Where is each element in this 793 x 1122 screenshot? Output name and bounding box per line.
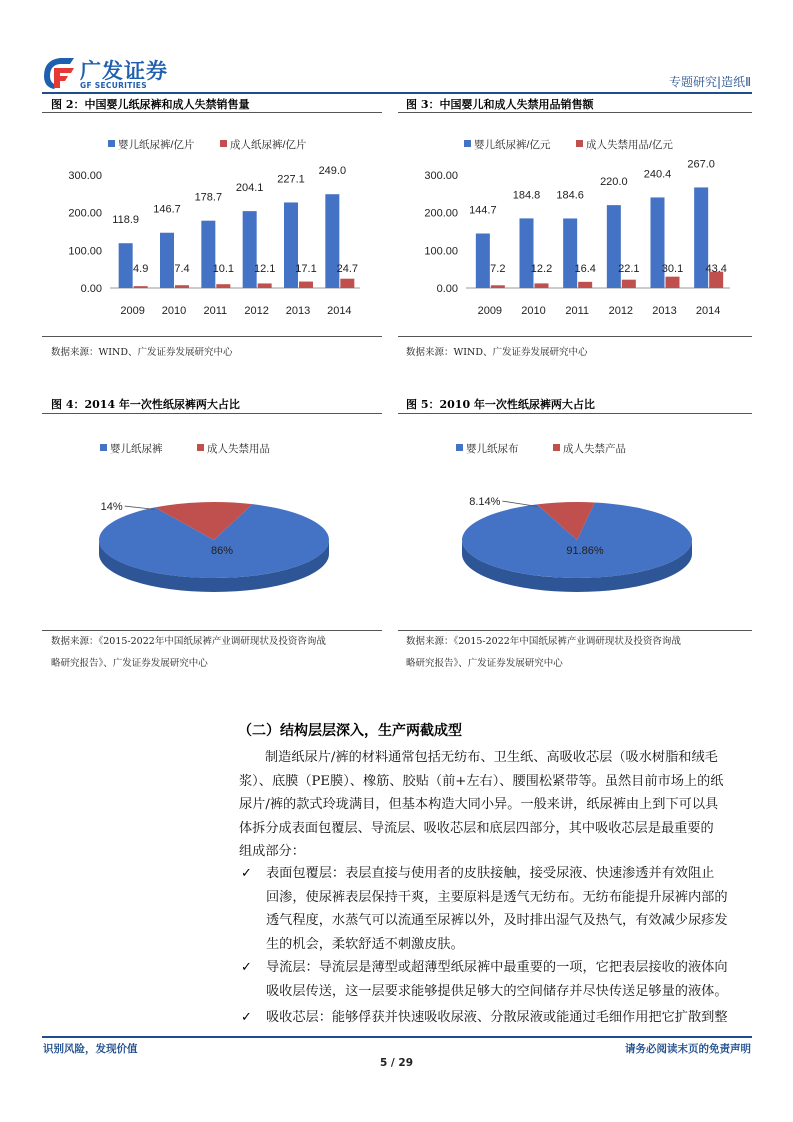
fig2-bar-chart	[42, 130, 382, 330]
data-label: 24.7	[336, 263, 359, 275]
fig5-source-line2: 略研究报告》、广发证券发展研究中心	[406, 658, 563, 669]
fig3-source: 数据来源：WIND、广发证券发展研究中心	[406, 347, 588, 358]
fig5-title-rule	[398, 413, 752, 414]
bar-baby	[243, 211, 257, 288]
section-paragraph	[239, 746, 753, 864]
pie-leader-line	[125, 506, 155, 509]
header-rule	[42, 92, 752, 94]
check-icon: ✓	[241, 960, 252, 975]
bullet-line: 吸收层传送，这一层要求能够提供足够大的空间储存并尽快传送足够量的液体。	[266, 983, 728, 999]
y-tick-label: 300.00	[68, 170, 102, 182]
data-label: 144.7	[469, 204, 497, 217]
x-tick-label: 2014	[327, 305, 352, 317]
para-line: 制造纸尿片/裤的材料通常包括无纺布、卫生纸、高吸收芯层（吸水树脂和绒毛	[265, 750, 718, 765]
check-icon: ✓	[241, 866, 252, 881]
x-tick-label: 2014	[695, 305, 721, 317]
bar-baby	[520, 218, 534, 288]
data-label: 10.1	[212, 263, 235, 275]
bullet-line: 表面包覆层：表层直接与使用者的皮肤接触，接受尿液、快速渗透并有效阻止	[266, 866, 715, 881]
legend-label: 婴儿纸尿裤/亿片	[118, 139, 195, 151]
y-tick-label: 200.00	[68, 207, 102, 220]
x-tick-label: 2013	[652, 305, 677, 317]
footer-slogan: 识别风险，发现价值	[43, 1043, 138, 1055]
bullet-line: 回渗，使尿裤表层保持干爽，主要原料是透气无纺布。无纺布能提升尿裤内部的	[266, 889, 728, 905]
fig4-source-line2: 略研究报告》、广发证券发展研究中心	[51, 658, 208, 669]
y-tick-label: 100.00	[68, 245, 102, 258]
legend-swatch	[464, 140, 471, 147]
pie-label-baby: 91.86%	[566, 545, 604, 557]
brand-name-en: GF SECURITIES	[80, 81, 147, 90]
x-tick-label: 2010	[521, 305, 546, 317]
y-tick-label: 300.00	[424, 170, 458, 182]
para-line: 体拆分成表面包覆层、导流层、吸收芯层和底层四部分，其中吸收芯层是最重要的	[239, 820, 714, 836]
data-label: 43.4	[705, 263, 727, 275]
fig2-source: 数据来源：WIND、广发证券发展研究中心	[51, 347, 233, 358]
bar-baby	[284, 202, 298, 288]
footer-rule	[42, 1036, 752, 1038]
data-label: 22.1	[618, 263, 640, 275]
y-tick-label: 0.00	[80, 283, 102, 295]
page-number: 5 / 29	[379, 1057, 414, 1069]
fig3-title: 图 3：中国婴儿和成人失禁用品销售额	[406, 98, 594, 111]
y-tick-label: 100.00	[424, 245, 458, 258]
bar-adult	[258, 283, 272, 288]
bullet-line: 导流层：导流层是薄型或超薄型纸尿裤中最重要的一项，它把表层接收的液体向	[266, 960, 728, 975]
data-label: 240.4	[643, 168, 672, 181]
x-tick-label: 2009	[477, 305, 503, 317]
fig5-title: 图 5：2010 年一次性纸尿裤两大占比	[406, 398, 595, 411]
check-icon: ✓	[241, 1010, 252, 1025]
legend-swatch	[108, 140, 115, 147]
header	[0, 0, 793, 95]
bar-adult	[666, 277, 680, 288]
bullet-absorbent-core	[266, 1006, 754, 1030]
bar-baby	[563, 218, 577, 288]
legend-label: 婴儿纸尿布	[466, 443, 519, 455]
bar-adult	[134, 286, 148, 288]
data-label: 16.4	[574, 263, 596, 275]
fig2-title-rule	[42, 112, 382, 113]
fig4-pie-chart	[42, 430, 382, 630]
para-line: 尿片/裤的款式玲珑满目，但基本构造大同小异。一般来讲，纸尿裤由上到下可以具	[239, 797, 719, 812]
bar-adult	[491, 285, 505, 288]
legend-label: 成人失禁用品/亿元	[586, 139, 673, 151]
para-line: 组成部分：	[239, 844, 305, 859]
fig2-bottom-rule	[42, 336, 382, 337]
legend-swatch	[553, 444, 560, 451]
fig4-title-rule	[42, 413, 382, 414]
y-tick-label: 0.00	[436, 283, 458, 295]
brand-name-cn: 广发证券	[80, 59, 168, 83]
fig5-source	[406, 631, 681, 675]
footer-disclaimer: 请务必阅读末页的免责声明	[625, 1043, 751, 1055]
data-label: 267.0	[687, 158, 715, 171]
fig4-title: 图 4：2014 年一次性纸尿裤两大占比	[51, 398, 240, 411]
legend-label: 婴儿纸尿裤	[110, 443, 163, 455]
x-tick-label: 2011	[565, 305, 589, 317]
pie-label-adult: 14%	[100, 501, 123, 514]
data-label: 12.2	[530, 263, 553, 275]
para-line: 浆）、底膜（PE膜）、橡筋、胶贴（前+左右）、腰围松紧带等。虽然目前市场上的纸	[239, 773, 724, 789]
gf-logo-icon	[40, 54, 78, 90]
x-tick-label: 2013	[285, 305, 311, 317]
legend-swatch	[456, 444, 463, 451]
bar-baby	[160, 233, 174, 288]
fig4-source	[51, 631, 326, 675]
bar-adult	[216, 284, 230, 288]
data-label: 249.0	[318, 165, 347, 178]
data-label: 4.9	[133, 263, 149, 275]
pie-leader-line	[502, 501, 537, 506]
data-label: 146.7	[153, 203, 181, 216]
bullet-acquisition-layer	[266, 956, 754, 1003]
report-tag: 专题研究|造纸Ⅱ	[669, 75, 751, 89]
bar-adult	[340, 279, 354, 288]
bar-baby	[476, 233, 490, 288]
x-tick-label: 2012	[244, 305, 269, 317]
fig2-title: 图 2：中国婴儿纸尿裤和成人失禁销售量	[51, 98, 250, 111]
data-label: 12.1	[253, 263, 276, 275]
bar-baby	[119, 243, 133, 288]
data-label: 17.1	[295, 263, 317, 275]
legend-label: 成人纸尿裤/亿片	[230, 139, 307, 151]
bar-adult	[175, 285, 189, 288]
fig4-source-line1: 数据来源：《2015-2022年中国纸尿裤产业调研现状及投资咨询战	[51, 636, 326, 647]
data-label: 184.6	[556, 189, 584, 202]
data-label: 118.9	[112, 214, 140, 227]
legend-swatch	[220, 140, 227, 147]
fig3-bar-chart	[398, 130, 752, 330]
section-heading: （二）结构层层深入，生产两截成型	[238, 723, 462, 739]
pie-label-adult: 8.14%	[469, 496, 501, 509]
bullet-line: 吸收芯层：能够俘获并快速吸收尿液、分散尿液或能通过毛细作用把它扩散到整	[266, 1010, 728, 1025]
data-label: 227.1	[277, 173, 305, 186]
data-label: 184.8	[512, 189, 541, 202]
legend-swatch	[576, 140, 583, 147]
legend-label: 婴儿纸尿裤/亿元	[474, 139, 551, 151]
bar-adult	[535, 283, 549, 288]
data-label: 7.2	[490, 263, 506, 275]
fig5-source-line1: 数据来源：《2015-2022年中国纸尿裤产业调研现状及投资咨询战	[406, 636, 681, 647]
bullet-surface-layer	[266, 862, 754, 956]
fig3-bottom-rule	[398, 336, 752, 337]
bar-baby	[607, 205, 621, 288]
y-tick-label: 200.00	[424, 207, 458, 220]
legend-swatch	[100, 444, 107, 451]
data-label: 30.1	[661, 263, 684, 275]
fig5-pie-chart	[398, 430, 752, 630]
legend-swatch	[197, 444, 204, 451]
data-label: 220.0	[600, 176, 628, 189]
bar-adult	[578, 282, 592, 288]
data-label: 7.4	[174, 263, 190, 275]
bullet-line: 生的机会，柔软舒适不刺激皮肤。	[266, 936, 464, 952]
bar-baby	[201, 221, 215, 288]
x-tick-label: 2012	[608, 305, 634, 317]
x-tick-label: 2011	[203, 305, 228, 317]
legend-label: 成人失禁用品	[207, 443, 270, 455]
bar-adult	[622, 280, 636, 288]
data-label: 178.7	[194, 191, 223, 204]
pie-label-baby: 86%	[210, 545, 234, 557]
x-tick-label: 2010	[161, 305, 187, 317]
legend-label: 成人失禁产品	[563, 443, 626, 455]
x-tick-label: 2009	[120, 305, 145, 317]
bullet-line: 透气程度，水蒸气可以流通至尿裤以外，及时排出湿气及热气，有效减少尿疹发	[266, 913, 728, 928]
bar-adult	[299, 282, 313, 288]
data-label: 204.1	[235, 182, 264, 195]
fig3-title-rule	[398, 112, 752, 113]
